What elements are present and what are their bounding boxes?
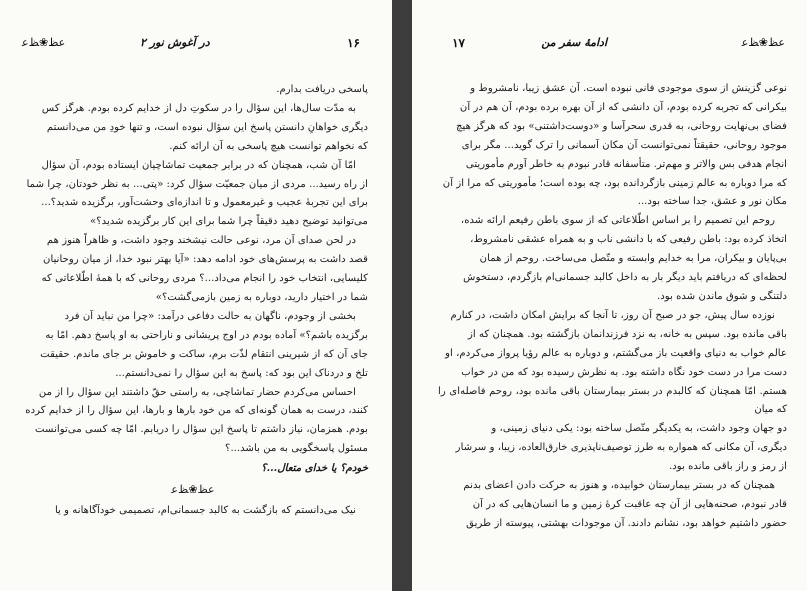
text-line: جای آن که از شیرینی انتقام لذّت برم، ساکت و خاموش بر جای ماندم. حقیقت <box>40 348 368 360</box>
right-page-header <box>434 36 785 54</box>
left-page-text <box>18 81 368 521</box>
right-page-number: ۱۷ <box>452 36 465 50</box>
text-line: برگزیده باشم؟» آماده بودم در اوج پریشانی و ناراحتی به او پاسخ دهم. امّا به <box>45 329 368 341</box>
text-line: از راه رسید... مردی از میان جمعیّت سؤال کرد: «پتی... به نظر خودتان، چرا شما <box>26 178 368 190</box>
text-line: که نخواهم توانست هیچ پاسخی به آن ارائه کنم. <box>169 140 368 152</box>
right-page-text <box>438 80 787 534</box>
text-line: انجام هدفی بس والاتر و مهم‌تر. متأسفانه قادر نبودم به خاطر آورم مأموریتی <box>465 158 787 170</box>
text-line: می‌توانید توضیح دهید دقیقاً چرا شما برای این کار برگزیده شدید؟» <box>90 216 368 228</box>
text-line: که مرا دوباره به عالم زمینی بازگردانده بود، چه بوده است؛ مأموریتی که مرا از آن <box>442 177 787 189</box>
text-line: کنند، درست به همان گونه‌ای که من خود بارها و بارها، این سؤال را از خدایم کرده <box>25 405 368 417</box>
text-line: از رمز و راز باقی مانده بود. <box>668 461 787 473</box>
text-line: حضور داشتیم خواهد بود، نشانم دادند. آن موجودات بهشتی، پیوسته از طریق <box>466 517 787 529</box>
text-line: اتخاذ کرده بود: باطن رفیعی که با دانشی ناب و به همراه عشقی نامشروط، <box>470 234 787 246</box>
text-line: در لحن صدای آن مرد، نوعی حالت نیشخند وجود داشت، و ظاهراً هنوز هم <box>46 235 356 247</box>
text-line: پاسخی دریافت بدارم. <box>276 84 368 95</box>
text-line: دست مرا در دست خود نگاه داشته بود. به نظرش رسیده بود که من در خواب <box>461 366 787 378</box>
text-line: روحم این تصمیم را بر اساس اطّلاعاتی که از سوی باطن رفیعم ارائه شده، <box>460 215 775 227</box>
text-line: عالم خواب به دنیای واقعیت باز می‌گشتم، و دوباره به عالم رؤیا پرواز می‌کردم، او <box>445 347 787 359</box>
text-line: نیک می‌دانستم که بازگشت به کالبد جسمانی‌ام، تصمیمی خودآگاهانه و یا <box>54 504 356 516</box>
emphasis-text: خودم؟ یا خدای متعال...؟ <box>261 462 368 475</box>
right-header-title: ادامهٔ سفر من <box>541 36 607 49</box>
text-line: باقی مانده بود. سپس به خانه، به نزد فرزندانمان بازگشته بود. همچنان که از <box>467 328 787 340</box>
left-header-title: در آغوش نور ۲ <box>140 36 210 49</box>
text-line: تلخ و دردناک این بود که: پاسخ به این سؤال را نمی‌دانستم... <box>115 367 368 379</box>
text-line: کلیسایی، انتخاب خود را انجام می‌داد...؟ مردی روحانی که با همهٔ اطّلاعاتی که <box>41 273 368 285</box>
text-line: امّا آن شب، همچنان که در برابر جمعیت تماشاچیان ایستاده بودم، آن سؤال <box>41 159 356 171</box>
text-line: هستم. امّا همچنان که کالبدم در بستر بیمارستان باقی مانده بود، روحم فاصله‌ای را که میان <box>438 385 787 416</box>
text-line: دلتنگی و شوق ماندن شده بود. <box>656 290 787 302</box>
ornament-icon: ﻋﻆ❀ﻆﻋ <box>22 36 66 49</box>
text-line: بیکرانی که تجربه کرده بودم، آن دانشی که از آن بهره برده بودم، آن هم در آن <box>459 101 787 113</box>
text-line: مکان نور و عشق، جدا ساخته بود... <box>637 196 787 208</box>
text-line: بودم. همزمان، نیاز داشتم تا پاسخ این سؤال را دریابم. امّا چه کسی می‌توانست <box>34 424 368 436</box>
ornament-icon: ﻋﻆ❀ﻆﻋ <box>741 36 785 49</box>
text-line: دیگری، آن مکانی که همواره به طرز توصیف‌ناپذیری خارق‌العاده، زیبا، و سرشار <box>455 442 787 454</box>
text-line: فضای بی‌نهایت روحانی، به قدری سحرآسا و «دوست‌داشتنی» بود که هرگز هیچ <box>455 120 787 132</box>
text-line: لحظه‌ای که دریافتم باید دیگر بار به داخل کالبد جسمانی‌ام بازگردم، دستخوش <box>463 272 787 284</box>
text-line: به مدّت سال‌ها، این سؤال را در سکوتِ دل از خدایم کرده بودم. هرگز کس <box>41 102 356 114</box>
text-line: همچنان که در بستر بیمارستان خوابیده، و هنوز به حرکت دادن اعضای بدنم <box>463 480 775 492</box>
text-line <box>18 459 368 479</box>
text-line: احساس می‌کردم حضار تماشاچی، به راستی حقّ داشتند این سؤال را از من <box>38 386 356 398</box>
text-line: دیگری خواهانِ دانستن پاسخ این سؤال نبوده است، و تنها خودِ من می‌دانستم <box>46 121 368 133</box>
text-line: بی‌پایان و بیکران، مرا به خدایم وابسته و متّصل می‌ساخت. روحم از همان <box>479 253 787 265</box>
right-page <box>412 0 807 591</box>
text-line: موجود روحانی، حقیقتاً نمی‌توانست آن مکان آسمانی را ترک گوید... مگر برای <box>461 139 787 151</box>
section-separator-icon: ﻋﻆ❀ﻆﻋ <box>171 483 215 497</box>
left-page-header <box>22 36 370 54</box>
text-line: مسئول پاسخگویی به من باشد...؟ <box>225 443 368 455</box>
text-line: نوزده سال پیش، جو در صبح آن روز، تا آنجا که برایش امکان داشت، در کنارم <box>450 309 775 321</box>
text-line: قصد داشت به پرسش‌های خود ادامه دهد: «آیا بهتر نبود خدا، از میان روحانیان <box>43 254 368 266</box>
text-line: بخشی از وجودم، ناگهان به حالت دفاعی درآمد: «چرا من نباید آن فرد <box>64 310 356 322</box>
text-line: نوعی گزینش از سوی موجودی فانی نبوده است. آن عشق زیبا، نامشروط و <box>470 83 787 94</box>
text-line: برای این تجربهٔ عجیب و غیرمعمول و تا اندازه‌ای وحشت‌آور، برگزیده شدید؟... <box>41 197 368 209</box>
left-page-number: ۱۶ <box>347 36 360 50</box>
text-line: قادر نبودم، صحنه‌هایی از آن چه عاقبت کرهٔ زمین و ما انسان‌هایی که در آن <box>472 498 787 510</box>
text-line: شما در اختیار دارید، دوباره به زمین بازمی‌گشت؟» <box>155 291 368 303</box>
text-line: دو جهان وجود داشت، به یکدیگر متّصل ساخته بود: یکی دنیای زمینی، و <box>491 423 787 435</box>
book-gutter <box>392 0 412 591</box>
left-page <box>0 0 392 591</box>
